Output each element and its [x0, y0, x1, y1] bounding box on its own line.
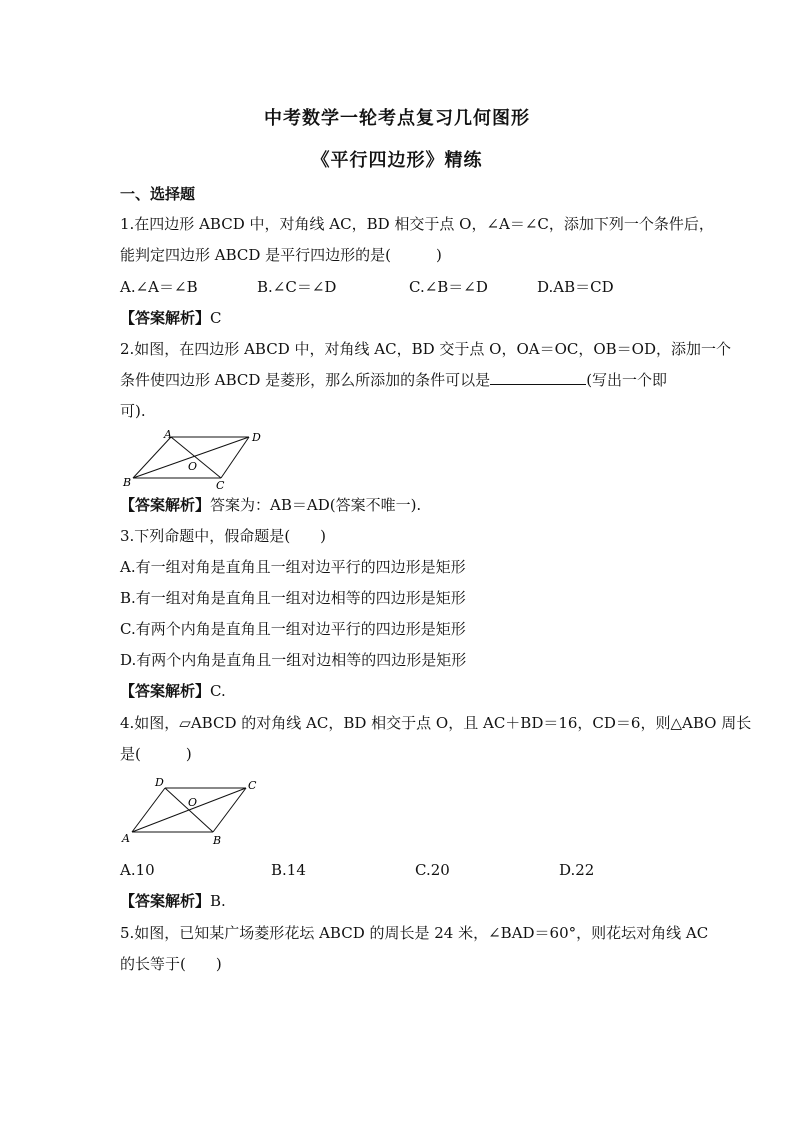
- q1-option-d: D.AB＝CD: [537, 278, 614, 296]
- q2-answer: [120, 495, 421, 515]
- q2-answer-blank: [490, 370, 586, 385]
- q2-stem-line-1: 2.如图，在四边形 ABCD 中，对角线 AC，BD 交于点 O，OA＝OC，OB＝OD，添加一个: [120, 340, 731, 358]
- q4-option-b: B.14: [271, 861, 306, 879]
- q2-answer-label: 【答案解析】: [120, 496, 211, 514]
- q3-answer: [120, 681, 226, 701]
- q4-answer: [120, 891, 226, 911]
- q1-answer: [120, 308, 222, 328]
- title-line-2: 《平行四边形》精练: [311, 150, 483, 171]
- q2-answer-value: 答案为：AB＝AD(答案不唯一).: [210, 496, 422, 514]
- q3-stem: 3.下列命题中，假命题是( ): [120, 527, 327, 545]
- q2-stem-line-2-start: 条件使四边形 ABCD 是菱形，那么所添加的条件可以是: [120, 371, 491, 389]
- q2-stem-line-3: 可).: [120, 402, 146, 420]
- q2-label-a: A: [164, 428, 172, 441]
- q1-answer-label: 【答案解析】: [120, 309, 211, 327]
- q4-answer-value: B.: [210, 892, 226, 910]
- q2-stem-line-2: [120, 370, 667, 390]
- q3-answer-label: 【答案解析】: [120, 682, 211, 700]
- q3-option-d: D.有两个内角是直角且一组对边相等的四边形是矩形: [120, 651, 467, 669]
- q4-label-a: A: [122, 832, 130, 845]
- q3-answer-value: C.: [210, 682, 226, 700]
- q2-label-b: B: [123, 476, 132, 489]
- q4-label-o: O: [188, 796, 198, 809]
- q5-stem-line-1: 5.如图，已知某广场菱形花坛 ABCD 的周长是 24 米，∠BAD＝60°，则花坛对角线 AC: [120, 924, 709, 942]
- q4-label-d: D: [155, 776, 164, 789]
- q4-answer-label: 【答案解析】: [120, 892, 211, 910]
- q3-option-c: C.有两个内角是直角且一组对边平行的四边形是矩形: [120, 620, 466, 638]
- q2-label-o: O: [188, 460, 198, 473]
- title-line-1: 中考数学一轮考点复习几何图形: [264, 108, 530, 129]
- q4-option-a: A.10: [120, 861, 155, 879]
- q1-stem-line-1: 1.在四边形 ABCD 中，对角线 AC，BD 相交于点 O，∠A＝∠C，添加下列一个条件后，: [120, 215, 714, 233]
- q3-option-b: B.有一组对角是直角且一组对边相等的四边形是矩形: [120, 589, 466, 607]
- q4-option-d: D.22: [559, 861, 595, 879]
- q4-label-b: B: [213, 834, 222, 847]
- q1-stem-line-2: 能判定四边形 ABCD 是平行四边形的是( ): [120, 246, 442, 264]
- q2-stem-line-2-end: (写出一个即: [586, 371, 668, 389]
- q2-label-c: C: [216, 479, 225, 492]
- q1-option-a: A.∠A＝∠B: [120, 278, 198, 296]
- q4-figure: [118, 772, 268, 848]
- q3-option-a: A.有一组对角是直角且一组对边平行的四边形是矩形: [120, 558, 466, 576]
- q4-stem-line-1: 4.如图，▱ABCD 的对角线 AC，BD 相交于点 O，且 AC＋BD＝16，CD＝6，则△ABO 周长: [120, 714, 752, 732]
- q1-option-c: C.∠B＝∠D: [409, 278, 488, 296]
- q2-label-d: D: [252, 431, 261, 444]
- q4-option-c: C.20: [415, 861, 450, 879]
- section-heading: 一、选择题: [120, 185, 196, 203]
- q1-option-b: B.∠C＝∠D: [257, 278, 337, 296]
- q2-figure: [118, 428, 268, 492]
- q1-answer-value: C: [210, 309, 222, 327]
- q4-stem-line-2: 是( ): [120, 745, 192, 763]
- q5-stem-line-2: 的长等于( ): [120, 955, 222, 973]
- q4-label-c: C: [248, 779, 257, 792]
